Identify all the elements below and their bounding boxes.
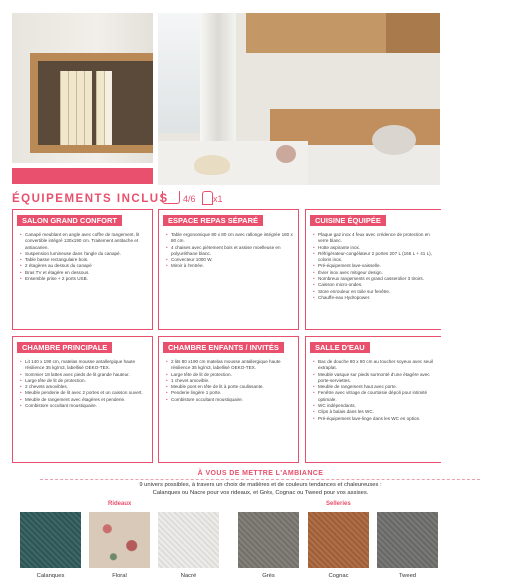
swatch-floral <box>89 512 150 568</box>
box-title: SALON GRAND CONFORT <box>17 215 122 226</box>
box-title: CUISINE ÉQUIPÉE <box>310 215 386 226</box>
box-chambre-enfants <box>158 336 299 463</box>
box-title: ESPACE REPAS SÉPARÉ <box>163 215 263 226</box>
box-title: SALLE D'EAU <box>310 342 370 353</box>
list-item: • 2 lits 80 x190 cm matelas mousse antallergique haute résilience 35 kg/m3, labellisé OEKO-TEX. <box>166 359 294 372</box>
box-salle-eau <box>305 336 441 463</box>
divider <box>40 479 480 480</box>
list-item: • Plaque gaz inox 4 feux avec crédence de protection en verre blanc. <box>313 232 439 245</box>
swatch-label: Cognac <box>328 573 349 579</box>
list-item: • Meuble penderie de lit avec 2 portes et un caisson ouvert. <box>20 390 148 396</box>
box-title: CHAMBRE PRINCIPALE <box>17 342 112 353</box>
list-item: • Penderie lingère 1 porte. <box>166 390 294 396</box>
list-item: • Lit 140 x 190 cm, matelas mousse antallergique haute résilience 35 kg/m3, labellisé OEKO-TEX. <box>20 359 148 372</box>
list-item: • Fenêtre avec vitrage de courtoisie dépoli pour intimité optimale. <box>313 390 437 403</box>
list-item: • Caisson micro-ondes. <box>313 282 439 288</box>
swatch-label: Grès <box>262 573 275 579</box>
box-salon <box>12 209 153 330</box>
swatch-label: Nacré <box>180 573 197 579</box>
list-item: • Convecteur 1000 W. <box>166 257 294 263</box>
swatch-gres <box>238 512 299 568</box>
box-repas <box>158 209 299 330</box>
list-item: • Table ergonomique 80 x 80 cm avec rallonge intégrée 160 x 80 cm. <box>166 232 294 245</box>
pink-accent-bar <box>12 168 153 184</box>
list-item: • 4 chaises avec piètement bois et assise moelleuse en polyuréthane blanc. <box>166 245 294 258</box>
list-item: • Meuble de rangement avec étagères et penderie. <box>20 397 148 403</box>
list-item: • Miroir à l'entrée. <box>166 263 294 269</box>
box-chambre-principale <box>12 336 153 463</box>
list-item: • Combistore occultant moustiquaire. <box>166 397 294 403</box>
box-cuisine <box>305 209 441 330</box>
group-label-selleries: Selleries <box>326 501 351 507</box>
ambiance-intro-line1: 9 univers possibles, à travers un choix de matières et de couleurs tendances et chaleureuses : <box>139 482 382 488</box>
swatch-label: Tweed <box>398 573 417 579</box>
swatch-cognac <box>308 512 369 568</box>
list-item: • Meuble pont en tête de lit à porte coulissante. <box>166 384 294 390</box>
section-title: ÉQUIPEMENTS INCLUS <box>12 193 169 205</box>
list-item: • Large tête de lit de protection. <box>166 372 294 378</box>
list-item: • Canapé meublant en angle avec coffre de rangement, lit convertible intégré 130x190 cm. Traitement antitache et antiacarien. <box>20 232 148 251</box>
list-item: • Hotte aspirante inox. <box>313 245 439 251</box>
list-item: • Suspension lumineuse dans l'angle du canapé. <box>20 251 148 257</box>
list-item: • Large tête de lit de protection. <box>20 378 148 384</box>
swatch-tweed <box>377 512 438 568</box>
list-item: • Chauffe-eau Hydropower. <box>313 295 439 301</box>
ambiance-title: À VOUS DE METTRE L'AMBIANCE <box>197 470 324 477</box>
swatch-calanques <box>20 512 81 568</box>
list-item: • Pré-équipement lave-vaisselle. <box>313 263 439 269</box>
list-item: • Évier inox avec mitigeur design. <box>313 270 439 276</box>
list-item: • Pré-équipement lave-linge dans les WC en option. <box>313 416 437 422</box>
capacity-text: 4/6 <box>183 194 196 204</box>
list-item: • Combistore occultant moustiquaire. <box>20 403 148 409</box>
swatch-label: Calanques <box>36 573 65 579</box>
bed-icon <box>162 191 180 204</box>
list-item: • 2 étagères au dessus du canapé <box>20 263 148 269</box>
group-label-rideaux: Rideaux <box>108 501 132 507</box>
swatch-nacre <box>158 512 219 568</box>
list-item: • Ensemble prise + 2 ports USB. <box>20 276 148 282</box>
list-item: • WC indépendants. <box>313 403 437 409</box>
photo-children-bedroom <box>158 13 440 185</box>
list-item: • Table basse rectangulaire bois. <box>20 257 148 263</box>
box-title: CHAMBRE ENFANTS / INVITÉS <box>163 342 284 353</box>
list-item: • Sommier 18 lattes avec pieds de lit grande hauteur. <box>20 372 148 378</box>
list-item: • 1 chevet amovible. <box>166 378 294 384</box>
list-item: • Meuble vasque sur pieds surmonté d'une étagère avec porte-serviettes. <box>313 372 437 385</box>
bath-icon <box>202 191 213 205</box>
list-item: • 2 chevets amovibles. <box>20 384 148 390</box>
bathroom-count: x1 <box>213 194 223 204</box>
ambiance-intro-line2: Calanques ou Nacre pour vos rideaux, et Grès, Cognac ou Tweed pour vos assises. <box>152 490 369 496</box>
list-item: • Clips à balais dans les WC. <box>313 409 437 415</box>
swatch-label: Floral <box>112 573 127 579</box>
list-item: • Réfrigérateur-congélateur 2 portes 207 L (166 L + 41 L), coloris inox. <box>313 251 439 264</box>
list-item: • Meuble de rangement haut avec porte. <box>313 384 437 390</box>
list-item: • Bac de douche 80 x 80 cm au toucher soyeux avec seuil extraplat. <box>313 359 437 372</box>
list-item: • Store enrouleur en toile sur fenêtre. <box>313 289 439 295</box>
list-item: • Nombreux rangements et grand casserolier 3 tiroirs. <box>313 276 439 282</box>
photo-shelf-books <box>12 13 153 163</box>
list-item: • Bras TV et étagère en dessous. <box>20 270 148 276</box>
